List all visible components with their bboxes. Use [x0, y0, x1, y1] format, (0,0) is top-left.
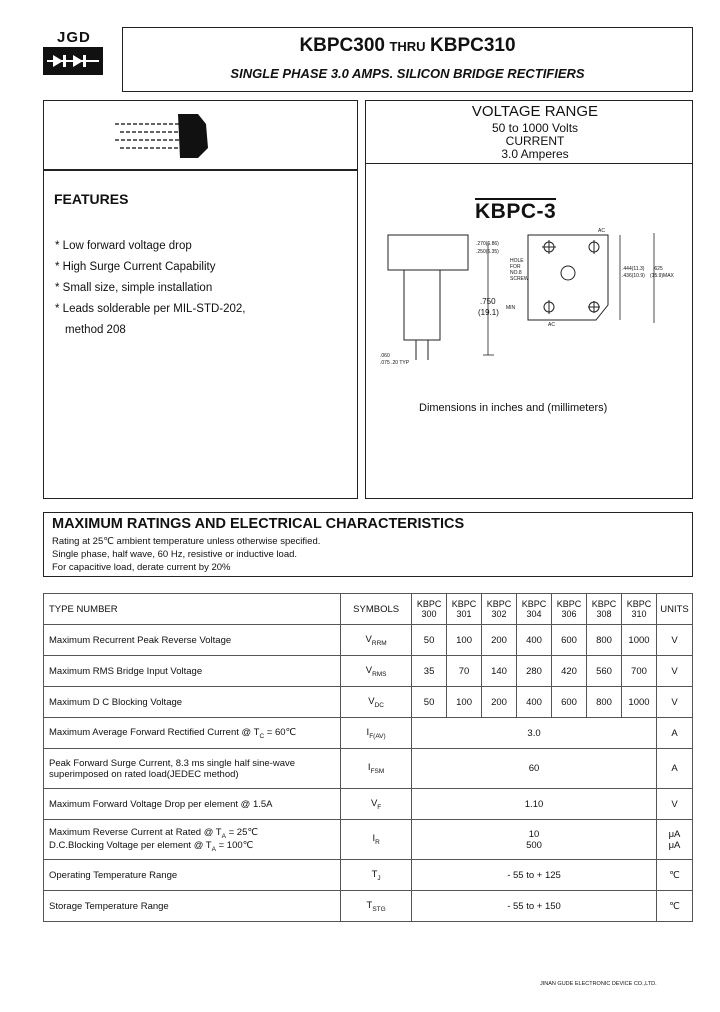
row-symbol: $I_R$ — [341, 820, 412, 860]
company-logo-icon — [43, 47, 103, 75]
table-row — [44, 860, 693, 891]
row-value: 200 — [482, 687, 517, 718]
row-value: - 55 to + 125 — [412, 860, 657, 891]
dim-d4: .436(10.9) — [622, 273, 645, 279]
col-part: KBPC 300 — [412, 594, 447, 625]
dim-hole — [510, 258, 529, 282]
row-unit: ℃ — [656, 860, 692, 891]
row-unit: μA μA — [656, 820, 692, 860]
row-value: 700 — [621, 656, 656, 687]
feature-item: * High Surge Current Capability — [55, 261, 216, 273]
footer-company: JINAN GUDE ELECTRONIC DEVICE CO.,LTD. — [540, 981, 657, 987]
row-unit: ℃ — [656, 891, 692, 922]
row-param: Peak Forward Surge Current, 8.3 ms single half sine-wave superimposed on rated load(JEDEC method) — [44, 749, 341, 789]
dim-ac-bottom: AC — [548, 322, 555, 328]
row-value: 400 — [517, 625, 552, 656]
row-symbol: $V_{RMS}$ — [341, 656, 412, 687]
row-symbol: $V_{DC}$ — [341, 687, 412, 718]
row-value: 50 — [412, 687, 447, 718]
row-param: Maximum Reverse Current at Rated @ $T_A$ = 25℃ D.C.Blocking Voltage per element @ $T_A$ = 100℃ — [44, 820, 341, 860]
row-symbol: $T_J$ — [341, 860, 412, 891]
row-param: Maximum D C Blocking Voltage — [44, 687, 341, 718]
table-row — [44, 789, 693, 820]
dim-lead-w2: .075 .20 TYP — [380, 360, 410, 366]
col-type-number: TYPE NUMBER — [44, 594, 341, 625]
voltage-range-values — [365, 122, 705, 161]
table-row — [44, 625, 693, 656]
row-param: Maximum Average Forward Rectified Current @ $T_C$ = 60℃ — [44, 718, 341, 749]
row-unit: V — [656, 656, 692, 687]
dimensions-caption: Dimensions in inches and (millimeters) — [419, 402, 608, 414]
row-param: Maximum Recurrent Peak Reverse Voltage — [44, 625, 341, 656]
row-value: 400 — [517, 687, 552, 718]
title-thru: THRU — [389, 39, 426, 54]
voltage-range-title: VOLTAGE RANGE — [471, 103, 599, 120]
row-symbol: $V_F$ — [341, 789, 412, 820]
dim-lead-len-mm: (19.1) — [478, 308, 499, 317]
row-value: 200 — [482, 625, 517, 656]
spec-table — [43, 593, 693, 922]
dim-ac-top: AC — [598, 228, 605, 234]
page-subtitle: SINGLE PHASE 3.0 AMPS. SILICON BRIDGE RECTIFIERS — [230, 66, 585, 81]
features-list — [55, 236, 246, 341]
feature-item: method 208 — [65, 324, 126, 336]
row-value: 100 — [447, 687, 482, 718]
dim-625: .625 — [653, 266, 663, 272]
row-value: 280 — [517, 656, 552, 687]
row-value: 420 — [552, 656, 587, 687]
row-value: 560 — [587, 656, 622, 687]
row-value: 60 — [412, 749, 657, 789]
company-logo-text: JGD — [57, 29, 91, 46]
table-row — [44, 718, 693, 749]
row-unit: A — [656, 718, 692, 749]
row-value: 800 — [587, 625, 622, 656]
current-label: CURRENT — [505, 134, 565, 148]
row-symbol: $V_{RRM}$ — [341, 625, 412, 656]
row-value: 1000 — [621, 687, 656, 718]
dim-min: MIN — [506, 305, 516, 311]
dim-lead-w: .060 — [380, 353, 390, 359]
row-unit: V — [656, 789, 692, 820]
dim-d3: .444(11.3) — [622, 266, 645, 272]
title-part1: KBPC300 — [299, 35, 385, 56]
row-unit: V — [656, 687, 692, 718]
row-param: Storage Temperature Range — [44, 891, 341, 922]
row-param: Maximum Forward Voltage Drop per element @ 1.5A — [44, 789, 341, 820]
rating-note: Rating at 25℃ ambient temperature unless otherwise specified. — [52, 536, 321, 547]
row-value: 800 — [587, 687, 622, 718]
row-value: 35 — [412, 656, 447, 687]
dim-d2: .250(6.35) — [476, 249, 499, 255]
row-value: 1000 — [621, 625, 656, 656]
table-header-row — [44, 594, 693, 625]
feature-item: * Low forward voltage drop — [55, 240, 192, 252]
current-value: 3.0 Amperes — [501, 147, 569, 161]
rating-note: Single phase, half wave, 60 Hz, resistive or inductive load. — [52, 549, 298, 560]
feature-item: * Leads solderable per MIL-STD-202, — [55, 303, 246, 315]
row-param: Maximum RMS Bridge Input Voltage — [44, 656, 341, 687]
dim-625mm: (15.9)MAX — [650, 273, 674, 279]
col-part: KBPC 308 — [587, 594, 622, 625]
table-row — [44, 687, 693, 718]
row-value: - 55 to + 150 — [412, 891, 657, 922]
voltage-value: 50 to 1000 Volts — [491, 121, 579, 135]
page-title — [122, 35, 693, 57]
row-value: 70 — [447, 656, 482, 687]
hole-label: SCREW — [510, 276, 529, 282]
row-symbol: $I_{F(AV)}$ — [341, 718, 412, 749]
row-value: 50 — [412, 625, 447, 656]
table-row — [44, 820, 693, 860]
ratings-heading: MAXIMUM RATINGS AND ELECTRICAL CHARACTERISTICS — [52, 516, 465, 532]
row-symbol: $I_{FSM}$ — [341, 749, 412, 789]
component-image — [110, 110, 220, 160]
rating-note: For capacitive load, derate current by 20% — [52, 562, 231, 573]
table-row — [44, 749, 693, 789]
col-part: KBPC 302 — [482, 594, 517, 625]
col-part: KBPC 310 — [621, 594, 656, 625]
row-unit: V — [656, 625, 692, 656]
ratings-notes — [52, 535, 320, 574]
row-value: 3.0 — [412, 718, 657, 749]
table-row — [44, 656, 693, 687]
features-heading: FEATURES — [54, 191, 129, 207]
col-symbols: SYMBOLS — [341, 594, 412, 625]
row-value: 100 — [447, 625, 482, 656]
package-diagram — [378, 225, 688, 370]
dim-lead-len: .750 — [480, 297, 496, 306]
col-part: KBPC 304 — [517, 594, 552, 625]
feature-item: * Small size, simple installation — [55, 282, 213, 294]
hole-label: HOLE — [510, 258, 524, 264]
row-value: 600 — [552, 687, 587, 718]
row-value: 10 500 — [412, 820, 657, 860]
row-symbol: $T_{STG}$ — [341, 891, 412, 922]
col-part: KBPC 301 — [447, 594, 482, 625]
title-part2: KBPC310 — [430, 35, 516, 56]
col-units: UNITS — [656, 594, 692, 625]
voltage-divider — [365, 163, 693, 164]
row-unit: A — [656, 749, 692, 789]
row-value: 600 — [552, 625, 587, 656]
row-value: 1.10 — [412, 789, 657, 820]
col-part: KBPC 306 — [552, 594, 587, 625]
hole-label: FOR — [510, 264, 521, 270]
row-param: Operating Temperature Range — [44, 860, 341, 891]
table-row — [44, 891, 693, 922]
package-name: KBPC-3 — [475, 200, 557, 223]
dim-d1: .270(6.86) — [476, 241, 499, 247]
hole-label: NO.8 — [510, 270, 522, 276]
row-value: 140 — [482, 656, 517, 687]
